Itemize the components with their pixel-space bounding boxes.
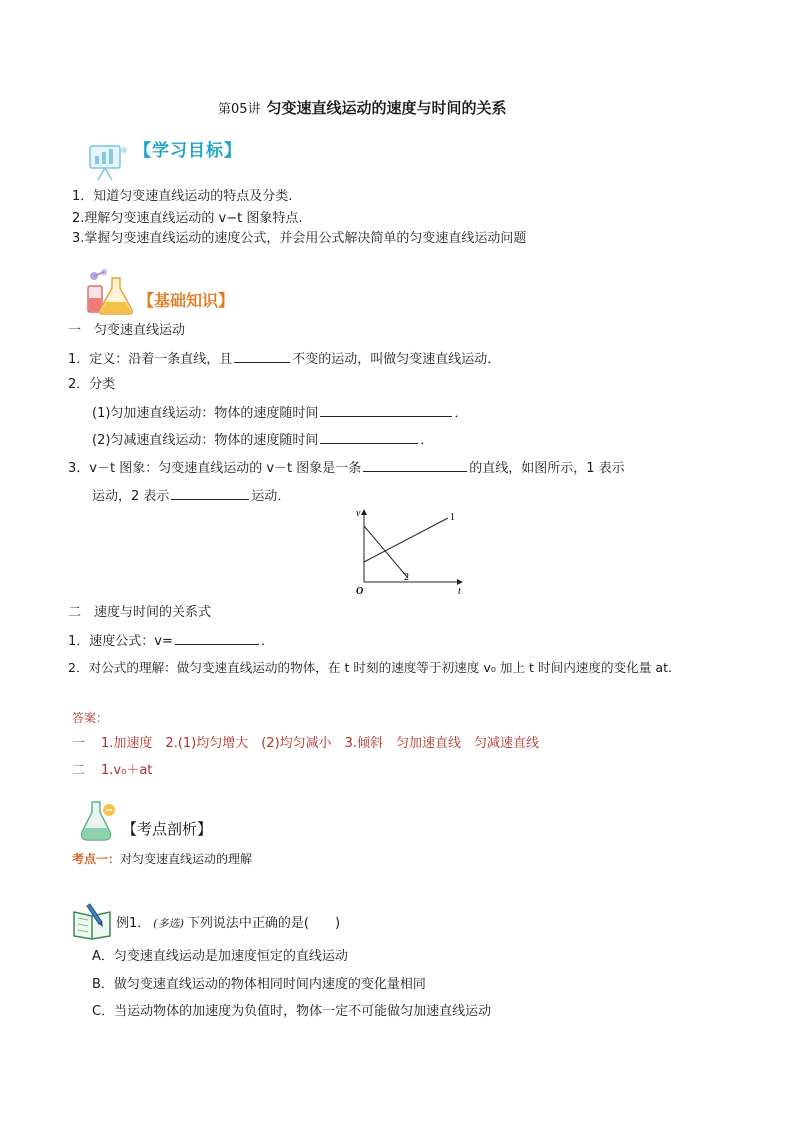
flask-icon (84, 268, 136, 316)
uniform-deceleration-line: (2)匀减速直线运动：物体的速度随时间 ． (92, 430, 433, 450)
key-point-one: 考点一：对匀变速直线运动的理解 (72, 852, 253, 866)
presentation-board-icon (82, 142, 130, 182)
line-2-label: 2 (404, 572, 409, 583)
t-axis-label: t (458, 586, 461, 596)
option-b: B．做匀变速直线运动的物体相同时间内速度的变化量相同 (92, 977, 426, 992)
example-1-question: 例1． (多选) 下列说法中正确的是( ) (116, 916, 341, 931)
definition-line: 1．定义：沿着一条直线，且 不变的运动，叫做匀变速直线运动． (68, 349, 500, 369)
section-one-title: 一 匀变速直线运动 (68, 323, 186, 338)
formula-understanding-line: 2．对公式的理解：做匀变速直线运动的物体，在 t 时刻的速度等于初速度 v₀ 加上 t 时间内速度的变化量 at. (68, 660, 673, 675)
classification-title: 2．分类 (68, 377, 116, 392)
objective-item-3: 3.掌握匀变速直线运动的速度公式，并会用公式解决简单的匀变速直线运动问题 (72, 231, 527, 246)
line-1 (364, 518, 448, 562)
option-a: A．匀变速直线运动是加速度恒定的直线运动 (92, 949, 348, 964)
answers-label: 答案： (72, 711, 109, 725)
blank-6 (175, 631, 259, 645)
blank-5 (171, 486, 249, 500)
blank-4 (363, 458, 467, 472)
option-c: C．当运动物体的加速度为负值时，物体一定不可能做匀加速直线运动 (92, 1004, 492, 1019)
line-1-label: 1 (450, 512, 455, 523)
analysis-heading: 【考点剖析】 (122, 820, 213, 838)
objective-item-1: 1．知道匀变速直线运动的特点及分类. (72, 189, 293, 204)
vt-graph-line: 3．v－t 图象：匀变速直线运动的 v－t 图象是一条 的直线，如图所示，1 表示 (68, 458, 625, 478)
blank-2 (320, 403, 452, 417)
basics-heading: 【基础知识】 (138, 291, 235, 310)
lab-flask-icon (76, 800, 120, 844)
page-title: 第05讲 匀变速直线运动的速度与时间的关系 (218, 99, 507, 117)
vt-graph-line-2: 运动，2 表示 运动． (92, 486, 290, 506)
book-pen-icon (72, 900, 112, 940)
v-axis-label: v (356, 508, 361, 519)
objective-item-2: 2.理解匀变速直线运动的 v−t 图象特点. (72, 211, 303, 226)
velocity-formula-line: 1．速度公式：v= ． (68, 631, 274, 651)
line-2 (364, 526, 408, 578)
objectives-heading: 【学习目标】 (134, 141, 242, 161)
origin-label: O (356, 586, 364, 596)
section-two-title: 二 速度与时间的关系式 (68, 605, 212, 620)
blank-1 (234, 349, 290, 363)
vt-graph (350, 506, 470, 596)
uniform-acceleration-line: (1)匀加速直线运动：物体的速度随时间 ． (92, 403, 467, 423)
blank-3 (320, 430, 418, 444)
answers-row-2: 二 1.v₀＋at (72, 763, 153, 778)
answers-row-1: 一 1.加速度 2.(1)均匀增大 (2)均匀减小 3.倾斜 匀加速直线 匀减速直线 (72, 736, 540, 751)
